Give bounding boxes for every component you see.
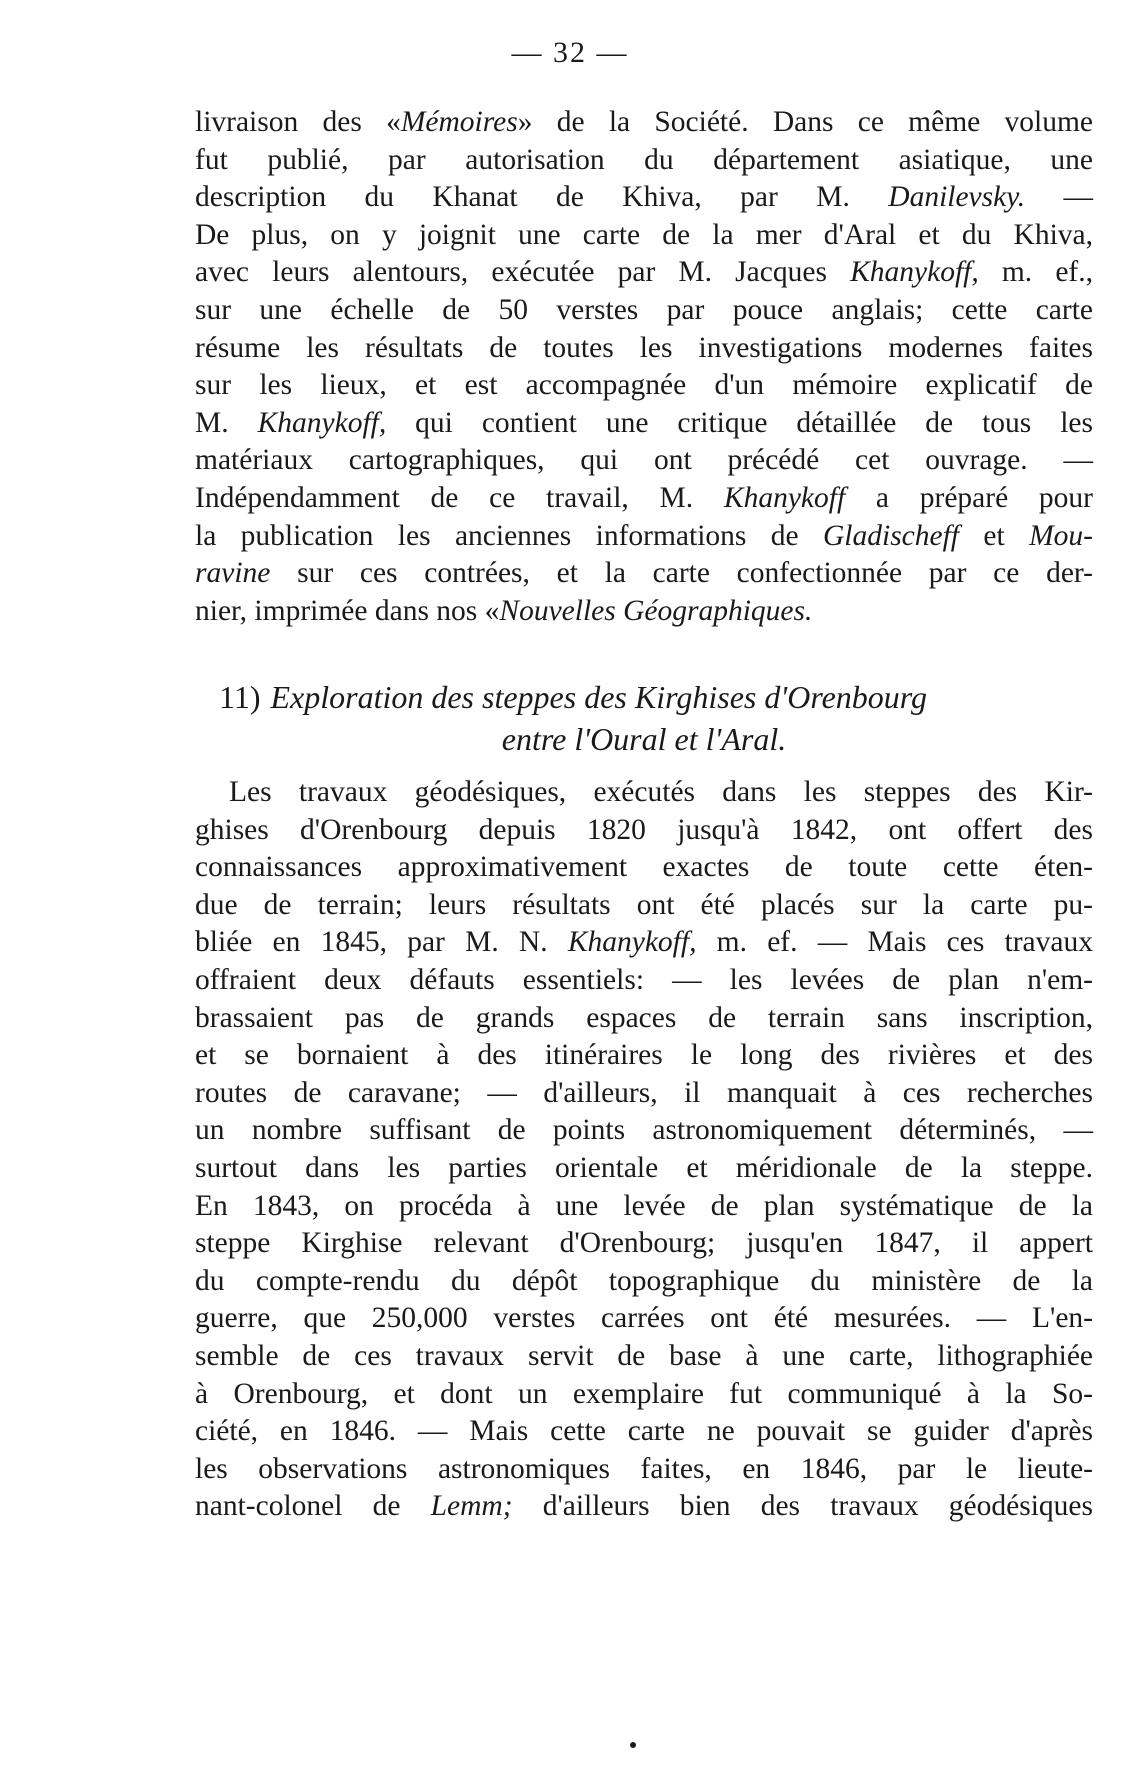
text-line [195, 405, 1093, 443]
text-run: Indépendamment de ce travail, M. [195, 481, 724, 514]
text-run: un nombre suffisant de points astronomiquement déterminés, — [195, 1114, 1093, 1147]
text-run: M. [195, 406, 258, 439]
text-run: résume les résultats de toutes les investigations modernes faites [195, 331, 1093, 364]
text-run: connaissances approximativement exactes de toute cette éten- [195, 851, 1093, 884]
text-line [195, 1112, 1093, 1150]
text-line [195, 887, 1093, 925]
text-line [195, 962, 1093, 1000]
text-run: nier, imprimée dans nos « [195, 594, 500, 627]
section-heading [195, 676, 1093, 760]
text-run: description du Khanat de Khiva, par M. [195, 181, 889, 214]
italic-run: Mémoires [400, 106, 518, 138]
text-line [195, 1413, 1093, 1451]
text-line [195, 179, 1093, 217]
text-line [195, 1338, 1093, 1376]
italic-run: Khanykoff, [567, 926, 697, 959]
text-run: guerre, que 250,000 verstes carrées ont été mesurées. — L'en- [195, 1302, 1093, 1335]
printer-mark [630, 1742, 636, 1748]
text-line [195, 518, 1093, 556]
text-run: m. ef., [978, 256, 1093, 289]
text-line [195, 142, 1093, 180]
text-run: sur une échelle de 50 verstes par pouce anglais; cette carte [195, 293, 1093, 326]
text-run: routes de caravane; — d'ailleurs, il manquait à ces recherches [195, 1076, 1093, 1109]
text-line [195, 1225, 1093, 1263]
page-number: — 32 — [511, 36, 629, 69]
text-line [195, 1150, 1093, 1188]
text-run: à Orenbourg, et dont un exemplaire fut communiqué à la So- [195, 1377, 1093, 1410]
text-run: matériaux cartographiques, qui ont précédé cet ouvrage. — [195, 444, 1093, 477]
text-run: Les travaux géodésiques, exécutés dans les steppes des Kir- [229, 776, 1093, 808]
italic-run: Khanykoff, [850, 256, 979, 289]
text-line [195, 1376, 1093, 1414]
text-run: d'ailleurs bien des travaux géodésiques [512, 1490, 1093, 1523]
italic-run: Danilevsky. [888, 181, 1026, 214]
text-run: ghises d'Orenbourg depuis 1820 jusqu'à 1842, ont offert des [195, 813, 1093, 846]
text-run: bliée en 1845, par M. N. [195, 926, 568, 959]
section-title-line-1: Exploration des steppes des Kirghises d'Orenbourg [270, 679, 928, 715]
text-line [195, 1300, 1093, 1338]
text-run: et [959, 519, 1030, 552]
text-run: a préparé pour [845, 481, 1093, 514]
text-run: » de la Société. Dans ce même volume [517, 106, 1093, 138]
text-run: — [1025, 181, 1093, 214]
text-run: et se bornaient à des itinéraires le long des rivières et des [195, 1039, 1093, 1072]
text-line [195, 593, 1093, 631]
italic-run: Lemm; [430, 1490, 513, 1523]
italic-run: Khanykoff, [257, 406, 387, 439]
text-run: semble de ces travaux servit de base à une carte, lithographiée [195, 1339, 1093, 1372]
text-line [195, 1075, 1093, 1113]
italic-run: ravine [195, 557, 271, 590]
text-run: brassaient pas de grands espaces de terrain sans inscription, [195, 1001, 1093, 1034]
text-run: due de terrain; leurs résultats ont été placés sur la carte pu- [195, 888, 1093, 921]
text-run: les observations astronomiques faites, en 1846, par le lieute- [195, 1452, 1093, 1485]
text-run: m. ef. — Mais ces travaux [696, 926, 1093, 959]
text-line [195, 330, 1093, 368]
text-line [195, 1037, 1093, 1075]
text-line [195, 1000, 1093, 1038]
italic-run: Nouvelles Géographiques. [499, 594, 813, 627]
text-run: sur ces contrées, et la carte confectionnée par ce der- [270, 557, 1093, 590]
text-line [195, 1263, 1093, 1301]
text-line [195, 924, 1093, 962]
text-run: fut publié, par autorisation du département asiatique, une [195, 143, 1093, 176]
text-line [195, 367, 1093, 405]
section-number: 11) [219, 679, 261, 715]
text-line [195, 442, 1093, 480]
italic-run: Khanykoff [723, 481, 846, 514]
italic-run: Mou- [1029, 519, 1093, 552]
text-run: En 1843, on procéda à une levée de plan systématique de la [195, 1189, 1093, 1222]
text-run: du compte-rendu du dépôt topographique du ministère de la [195, 1264, 1093, 1297]
text-line [195, 812, 1093, 850]
paragraph-2 [195, 774, 1093, 1526]
text-line [195, 555, 1093, 593]
text-run: sur les lieux, et est accompagnée d'un mémoire explicatif de [195, 369, 1093, 402]
text-run: De plus, on y joignit une carte de la mer d'Aral et du Khiva, [195, 218, 1093, 251]
paragraph-1 [195, 104, 1093, 630]
text-line [195, 104, 1093, 142]
text-run: offraient deux défauts essentiels: — les levées de plan n'em- [195, 963, 1093, 996]
text-line [195, 1488, 1093, 1526]
text-run: la publication les anciennes informations de [195, 519, 823, 552]
text-run: surtout dans les parties orientale et méridionale de la steppe. [195, 1151, 1093, 1184]
text-run: livraison des « [195, 106, 401, 138]
text-line [195, 774, 1093, 812]
text-line [195, 849, 1093, 887]
italic-run: Gladischeff [823, 519, 960, 552]
text-run: avec leurs alentours, exécutée par M. Jacques [195, 256, 851, 289]
text-run: steppe Kirghise relevant d'Orenbourg; jusqu'en 1847, il appert [195, 1227, 1093, 1260]
text-run: nant-colonel de [195, 1490, 431, 1523]
text-run: qui contient une critique détaillée de tous les [386, 406, 1093, 439]
text-run: ciété, en 1846. — Mais cette carte ne pouvait se guider d'après [195, 1415, 1093, 1448]
section-title-line-2: entre l'Oural et l'Aral. [501, 721, 787, 757]
text-line [195, 480, 1093, 518]
text-line [195, 254, 1093, 292]
text-line [195, 1451, 1093, 1489]
text-line [195, 292, 1093, 330]
text-line [195, 217, 1093, 255]
text-line [195, 1188, 1093, 1226]
section-heading-line-1 [195, 676, 1093, 718]
